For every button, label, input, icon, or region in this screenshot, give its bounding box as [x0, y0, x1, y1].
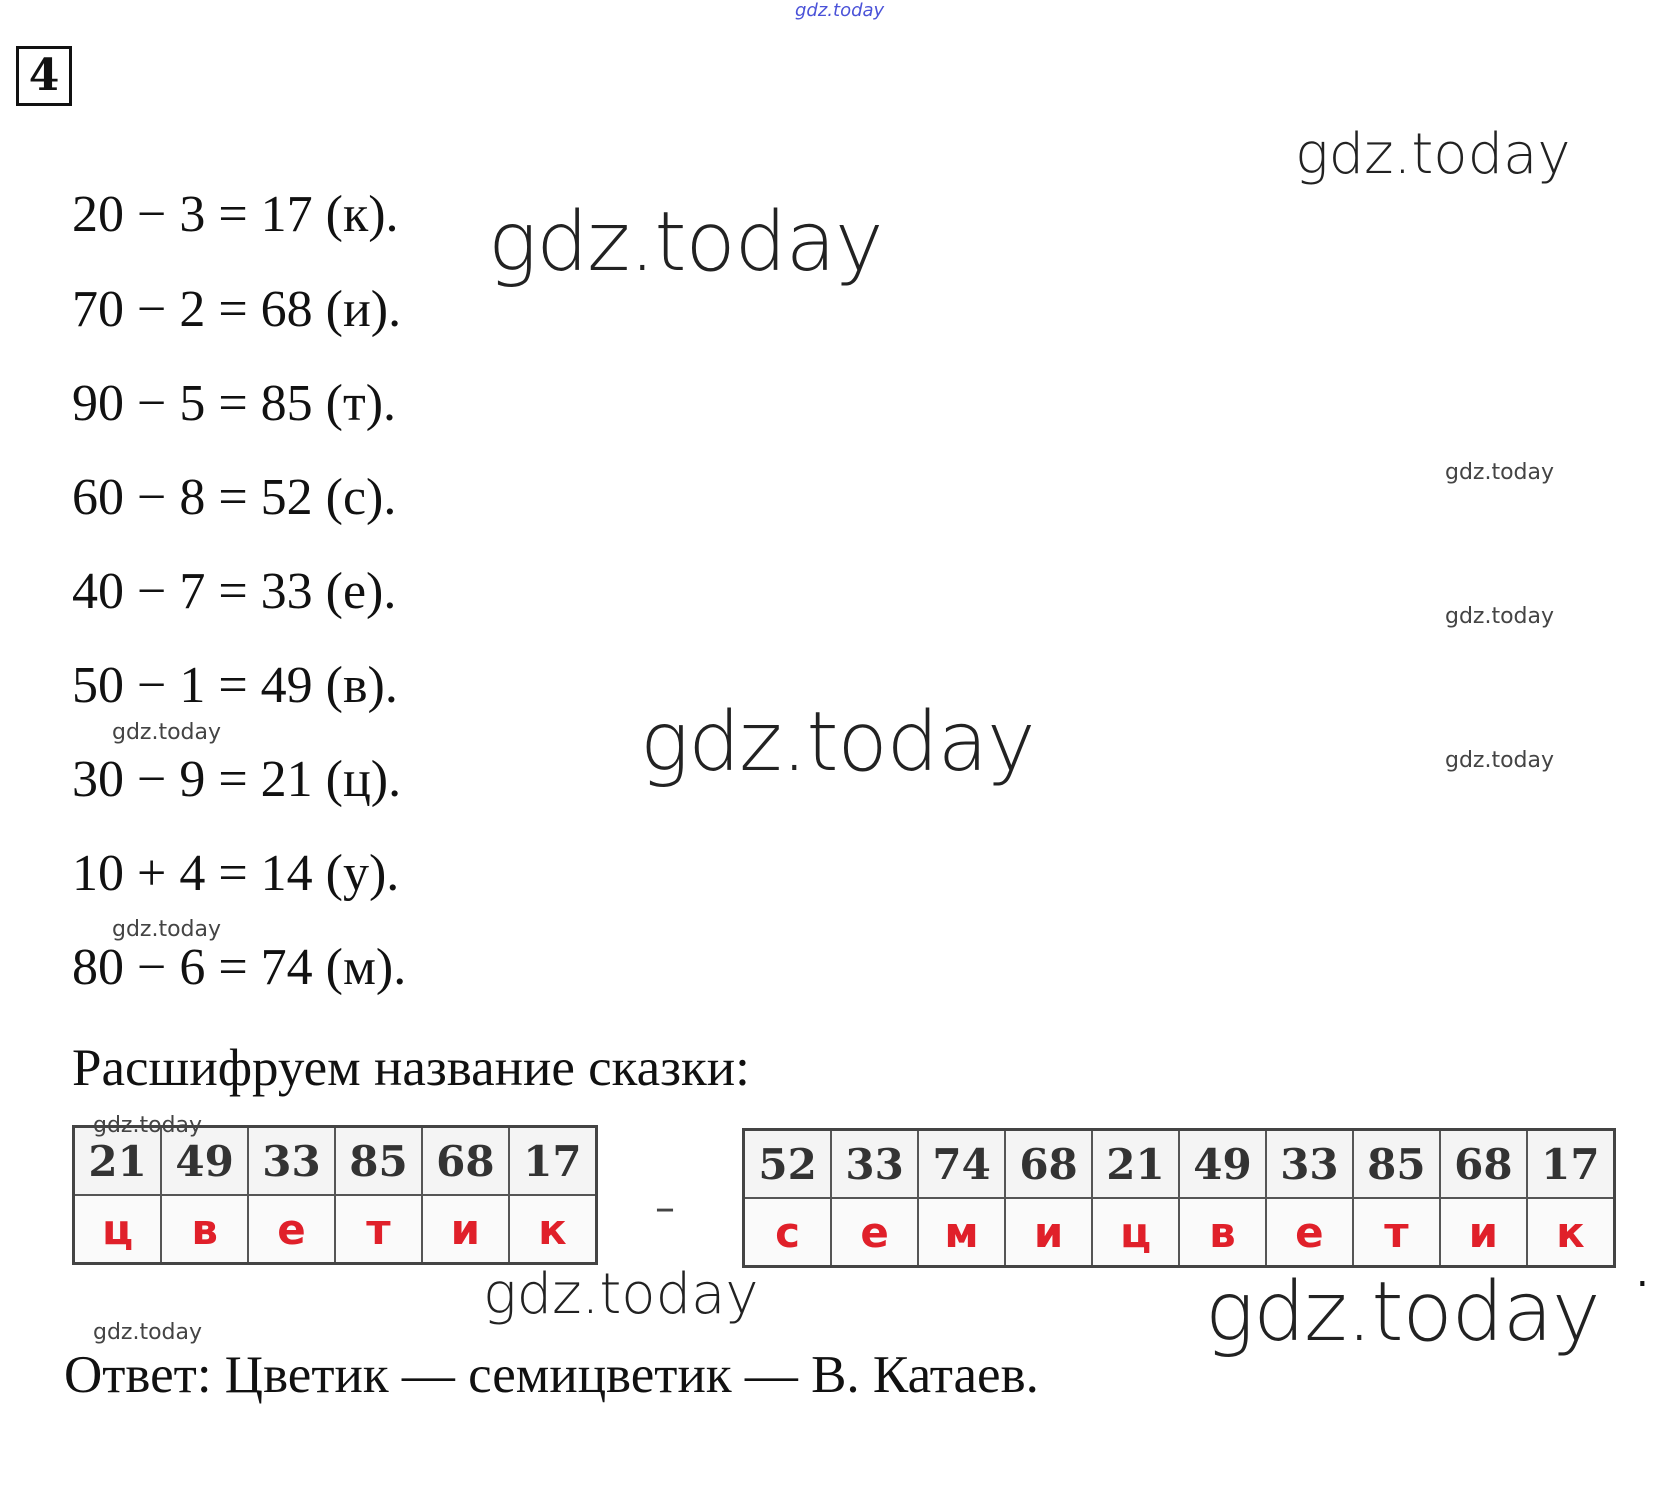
equation-8: 10 + 4 = 14 (у).: [72, 845, 400, 902]
equation-3: 90 − 5 = 85 (т).: [72, 375, 397, 432]
watermark: gdz.today: [1205, 1265, 1600, 1360]
code-number: 68: [1005, 1130, 1092, 1199]
code-number: 49: [1179, 1130, 1266, 1199]
watermark: gdz.today: [1445, 748, 1555, 773]
code-table-long: [742, 1128, 1616, 1268]
equation-2: 70 − 2 = 68 (и).: [72, 281, 402, 338]
code-number: 33: [831, 1130, 918, 1199]
code-letter: т: [335, 1195, 422, 1264]
code-number: 68: [1440, 1130, 1527, 1199]
code-letter: е: [1266, 1198, 1353, 1267]
watermark: gdz.today: [483, 1262, 759, 1327]
code-letter: т: [1353, 1198, 1440, 1267]
equation-9: 80 − 6 = 74 (м).: [72, 939, 407, 996]
code-table-short: [72, 1125, 598, 1265]
code-number: 33: [1266, 1130, 1353, 1199]
equation-4: 60 − 8 = 52 (с).: [72, 469, 397, 526]
code-number: 49: [161, 1127, 248, 1196]
code-letter: ц: [74, 1195, 162, 1264]
equation-5: 40 − 7 = 33 (е).: [72, 563, 397, 620]
code-letter: с: [744, 1198, 832, 1267]
code-number: 21: [1092, 1130, 1179, 1199]
code-letter: и: [1440, 1198, 1527, 1267]
watermark: gdz.today: [112, 917, 222, 942]
code-number: 17: [1527, 1130, 1615, 1199]
code-letter: е: [831, 1198, 918, 1267]
watermark: gdz.today: [1295, 122, 1571, 187]
code-letter: к: [509, 1195, 597, 1264]
watermark: gdz.today: [795, 0, 885, 21]
code-letter: е: [248, 1195, 335, 1264]
watermark: gdz.today: [640, 695, 1035, 790]
code-letter: ц: [1092, 1198, 1179, 1267]
code-number: 52: [744, 1130, 832, 1199]
code-letter: и: [1005, 1198, 1092, 1267]
code-number: 68: [422, 1127, 509, 1196]
answer-text: Ответ: Цветик — семицветик — В. Катаев.: [64, 1346, 1039, 1404]
equation-7: 30 − 9 = 21 (ц).: [72, 751, 402, 808]
code-letter: м: [918, 1198, 1005, 1267]
intro-text: Расшифруем название сказки:: [72, 1039, 750, 1097]
watermark: gdz.today: [93, 1320, 203, 1345]
table-dash: –: [655, 1185, 675, 1231]
code-number: 33: [248, 1127, 335, 1196]
code-letter: в: [1179, 1198, 1266, 1267]
watermark: gdz.today: [488, 195, 883, 290]
code-number: 74: [918, 1130, 1005, 1199]
watermark: gdz.today: [93, 1113, 203, 1138]
code-letter: к: [1527, 1198, 1615, 1267]
code-letter: в: [161, 1195, 248, 1264]
code-number: 85: [335, 1127, 422, 1196]
watermark: gdz.today: [112, 720, 222, 745]
equation-1: 20 − 3 = 17 (к).: [72, 186, 399, 243]
trailing-dot: .: [1636, 1250, 1649, 1296]
watermark: gdz.today: [1445, 460, 1555, 485]
code-letter: и: [422, 1195, 509, 1264]
code-number: 85: [1353, 1130, 1440, 1199]
watermark: gdz.today: [1445, 604, 1555, 629]
code-number: 21: [74, 1127, 162, 1196]
code-number: 17: [509, 1127, 597, 1196]
task-number: 4: [16, 46, 72, 106]
equation-6: 50 − 1 = 49 (в).: [72, 657, 398, 714]
